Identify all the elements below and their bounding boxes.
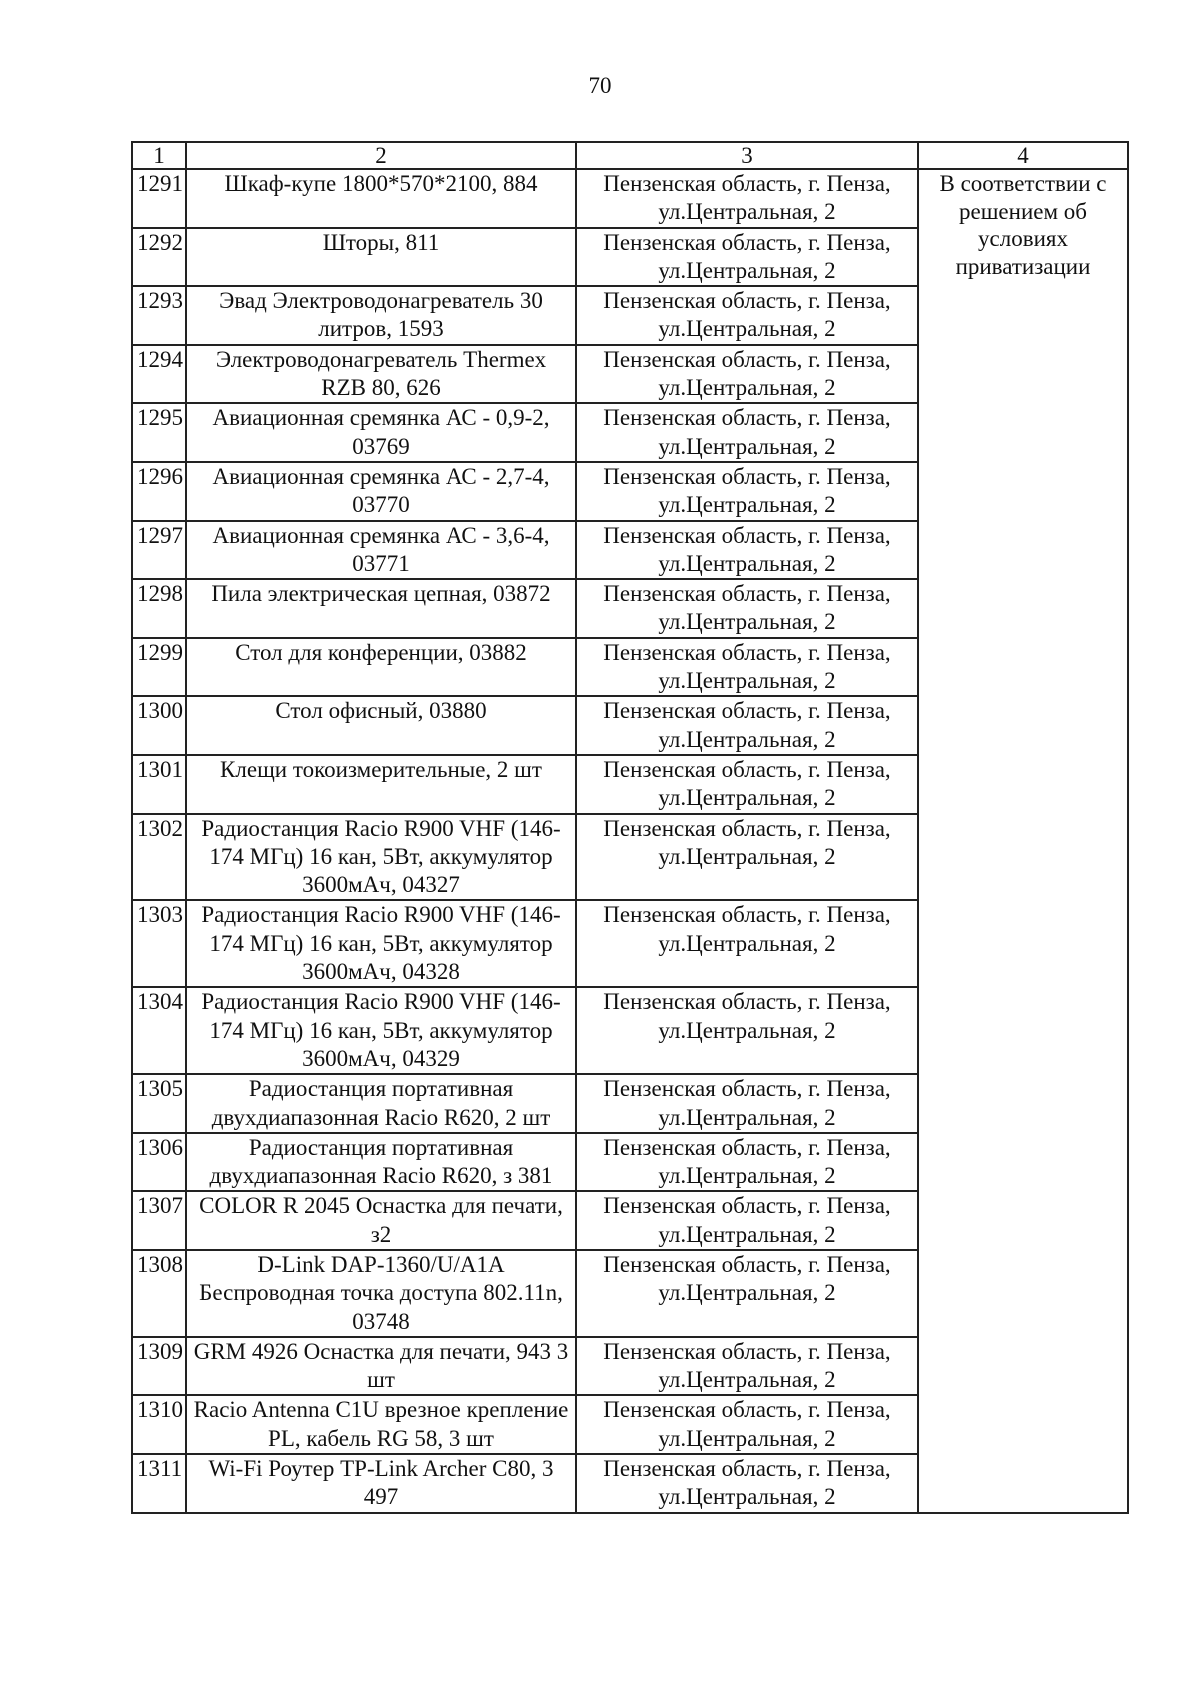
page-number: 70 xyxy=(588,73,612,98)
header-row xyxy=(132,142,1128,169)
item-address: Пензенская область, г. Пенза, ул.Центральная, 2 xyxy=(576,1074,918,1133)
row-number: 1294 xyxy=(132,345,186,404)
row-number: 1310 xyxy=(132,1395,186,1454)
item-name: Клещи токоизмерительные, 2 шт xyxy=(186,755,576,814)
item-address: Пензенская область, г. Пенза, ул.Центральная, 2 xyxy=(576,987,918,1074)
property-table xyxy=(131,141,1129,1514)
item-address: Пензенская область, г. Пенза, ул.Центральная, 2 xyxy=(576,1395,918,1454)
item-address: Пензенская область, г. Пенза, ул.Центральная, 2 xyxy=(576,814,918,901)
item-name: Авиационная сремянка АС - 0,9-2, 03769 xyxy=(186,403,576,462)
item-name: Авиационная сремянка АС - 2,7-4, 03770 xyxy=(186,462,576,521)
item-address: Пензенская область, г. Пенза, ул.Центральная, 2 xyxy=(576,579,918,638)
item-address: Пензенская область, г. Пенза, ул.Центральная, 2 xyxy=(576,345,918,404)
item-address: Пензенская область, г. Пенза, ул.Центральная, 2 xyxy=(576,521,918,580)
item-name: Racio Antenna C1U врезное крепление PL, кабель RG 58, 3 шт xyxy=(186,1395,576,1454)
item-address: Пензенская область, г. Пенза, ул.Центральная, 2 xyxy=(576,1454,918,1513)
row-number: 1308 xyxy=(132,1250,186,1337)
item-address: Пензенская область, г. Пенза, ул.Центральная, 2 xyxy=(576,286,918,345)
item-address: Пензенская область, г. Пенза, ул.Центральная, 2 xyxy=(576,638,918,697)
row-number: 1309 xyxy=(132,1337,186,1396)
item-name: Радиостанция Racio R900 VHF (146-174 МГц) 16 кан, 5Вт, аккумулятор 3600мАч, 04329 xyxy=(186,987,576,1074)
item-address: Пензенская область, г. Пенза, ул.Центральная, 2 xyxy=(576,1133,918,1192)
row-number: 1306 xyxy=(132,1133,186,1192)
item-address: Пензенская область, г. Пенза, ул.Центральная, 2 xyxy=(576,228,918,287)
row-number: 1295 xyxy=(132,403,186,462)
item-address: Пензенская область, г. Пенза, ул.Центральная, 2 xyxy=(576,462,918,521)
row-number: 1305 xyxy=(132,1074,186,1133)
row-number: 1300 xyxy=(132,696,186,755)
item-name: Шкаф-купе 1800*570*2100, 884 xyxy=(186,169,576,228)
item-address: Пензенская область, г. Пенза, ул.Центральная, 2 xyxy=(576,900,918,987)
item-name: Радиостанция портативная двухдиапазонная Racio R620, 2 шт xyxy=(186,1074,576,1133)
item-address: Пензенская область, г. Пенза, ул.Центральная, 2 xyxy=(576,1337,918,1396)
item-name: Радиостанция портативная двухдиапазонная Racio R620, з 381 xyxy=(186,1133,576,1192)
row-number: 1303 xyxy=(132,900,186,987)
item-address: Пензенская область, г. Пенза, ул.Центральная, 2 xyxy=(576,169,918,228)
item-address: Пензенская область, г. Пенза, ул.Центральная, 2 xyxy=(576,1250,918,1337)
row-number: 1298 xyxy=(132,579,186,638)
item-name: Wi-Fi Роутер TP-Link Archer C80, 3 497 xyxy=(186,1454,576,1513)
row-number: 1301 xyxy=(132,755,186,814)
item-name: Эвад Электроводонагреватель 30 литров, 1593 xyxy=(186,286,576,345)
item-name: Электроводонагреватель Thermex RZB 80, 626 xyxy=(186,345,576,404)
item-name: Стол офисный, 03880 xyxy=(186,696,576,755)
header-col-2: 2 xyxy=(186,142,576,169)
item-name: Шторы, 811 xyxy=(186,228,576,287)
item-address: Пензенская область, г. Пенза, ул.Центральная, 2 xyxy=(576,1191,918,1250)
item-name: Авиационная сремянка АС - 3,6-4, 03771 xyxy=(186,521,576,580)
item-address: Пензенская область, г. Пенза, ул.Центральная, 2 xyxy=(576,403,918,462)
table-row xyxy=(132,169,1128,228)
row-number: 1302 xyxy=(132,814,186,901)
table-body xyxy=(132,169,1128,1513)
row-number: 1293 xyxy=(132,286,186,345)
row-number: 1299 xyxy=(132,638,186,697)
row-number: 1307 xyxy=(132,1191,186,1250)
item-address: Пензенская область, г. Пенза, ул.Центральная, 2 xyxy=(576,755,918,814)
privatization-basis: В соответствии с решением об условиях приватизации xyxy=(918,169,1128,1513)
item-name: Радиостанция Racio R900 VHF (146-174 МГц) 16 кан, 5Вт, аккумулятор 3600мАч, 04327 xyxy=(186,814,576,901)
item-name: Стол для конференции, 03882 xyxy=(186,638,576,697)
table-header xyxy=(132,142,1128,169)
row-number: 1296 xyxy=(132,462,186,521)
item-name: D-Link DAP-1360/U/A1A Беспроводная точка доступа 802.11n, 03748 xyxy=(186,1250,576,1337)
header-col-1: 1 xyxy=(132,142,186,169)
row-number: 1292 xyxy=(132,228,186,287)
header-col-3: 3 xyxy=(576,142,918,169)
item-name: Радиостанция Racio R900 VHF (146-174 МГц) 16 кан, 5Вт, аккумулятор 3600мАч, 04328 xyxy=(186,900,576,987)
header-col-4: 4 xyxy=(918,142,1128,169)
item-name: COLOR R 2045 Оснастка для печати, з2 xyxy=(186,1191,576,1250)
row-number: 1291 xyxy=(132,169,186,228)
item-address: Пензенская область, г. Пенза, ул.Центральная, 2 xyxy=(576,696,918,755)
item-name: GRM 4926 Оснастка для печати, 943 3 шт xyxy=(186,1337,576,1396)
item-name: Пила электрическая цепная, 03872 xyxy=(186,579,576,638)
row-number: 1304 xyxy=(132,987,186,1074)
row-number: 1297 xyxy=(132,521,186,580)
row-number: 1311 xyxy=(132,1454,186,1513)
